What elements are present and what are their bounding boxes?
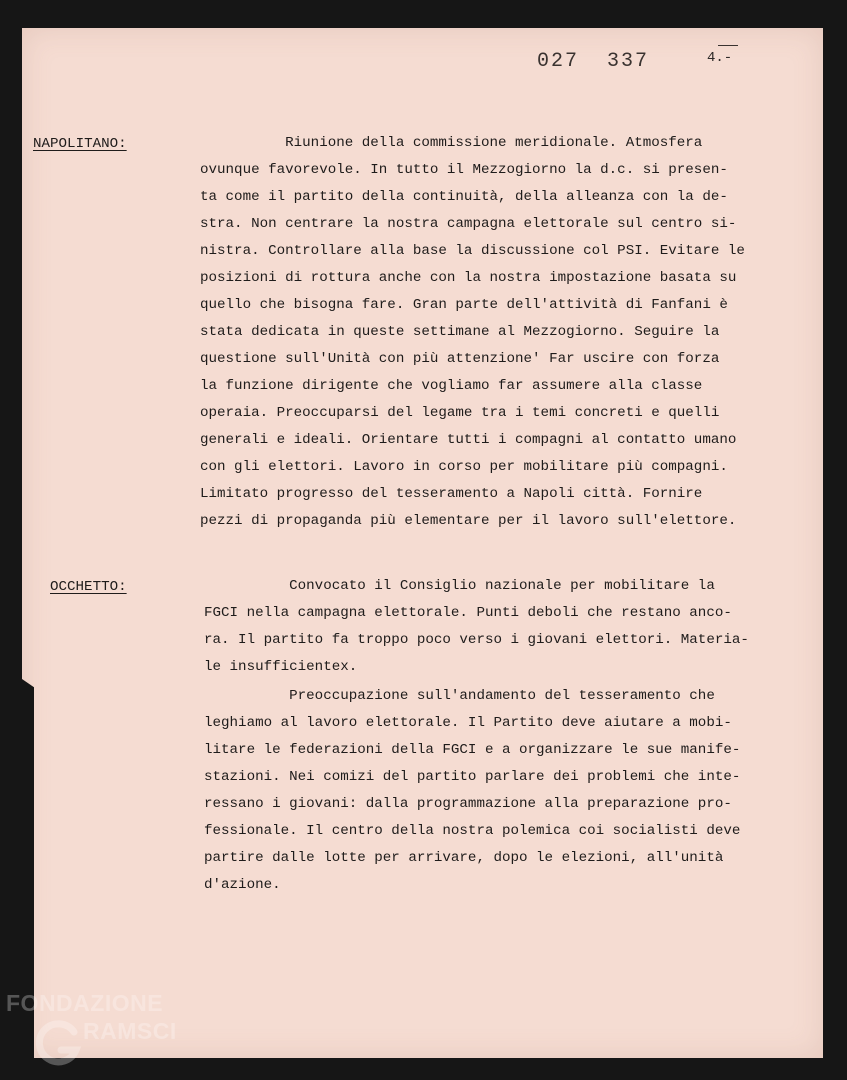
page-number: 4.- [707,50,733,66]
gramsci-g-logo-icon [34,1020,84,1070]
occhetto-paragraph-2: Preoccupazione sull'andamento del tesseramento che leghiamo al lavoro elettorale. Il Partito deve aiutare a mobi- litare le federazioni della FGCI e a organizzare le sue manife- stazioni. Nei comizi del partito parlare dei problemi che inte- ressano i giovani: dalla programmazione alla preparazione pro- fessionale. Il centro della nostra polemica coi socialisti deve partire dalle lotte per arrivare, dopo le elezioni, all'unità d'azione. [204,688,741,893]
speaker-napolitano: NAPOLITANO: [33,136,127,152]
speaker-occhetto: OCCHETTO: [50,579,127,595]
fondazione-gramsci-watermark [0,988,230,1080]
napolitano-paragraph: Riunione della commissione meridionale. Atmosfera ovunque favorevole. In tutto il Mezzogiorno la d.c. si presen- ta come il partito della continuità, della alleanza con la de- stra. Non centrare la nostra campagna elettorale sul centro si- nistra. Controllare alla base la discussione col PSI. Evitare le posizioni di rottura anche con la nostra impostazione basata su quello che bisogna fare. Gran parte dell'attività di Fanfani è stata dedicata in queste settimane al Mezzogiorno. Seguire la questione sull'Unità con più attenzione' Far uscire con forza la funzione dirigente che vogliamo far assumere alla classe operaia. Preoccuparsi del legame tra i temi concreti e quelli generali e ideali. Orientare tutti i compagni al contatto umano con gli elettori. Lavoro in corso per mobilitare più compagni. Limitato progresso del tesseramento a Napoli città. Fornire pezzi di propaganda più elementare per il lavoro sull'elettore. [200,135,745,529]
archive-serial-number: 027 337 [537,50,650,73]
watermark-word-gramsci: RAMSCI [83,1018,177,1044]
watermark-word-fondazione: FONDAZIONE [6,990,164,1016]
page-number-mark [718,45,738,46]
occhetto-paragraph-1: Convocato il Consiglio nazionale per mobilitare la FGCI nella campagna elettorale. Punti deboli che restano anco- ra. Il partito fa troppo poco verso i giovani elettori. Materia- le insufficientex. [204,578,749,675]
